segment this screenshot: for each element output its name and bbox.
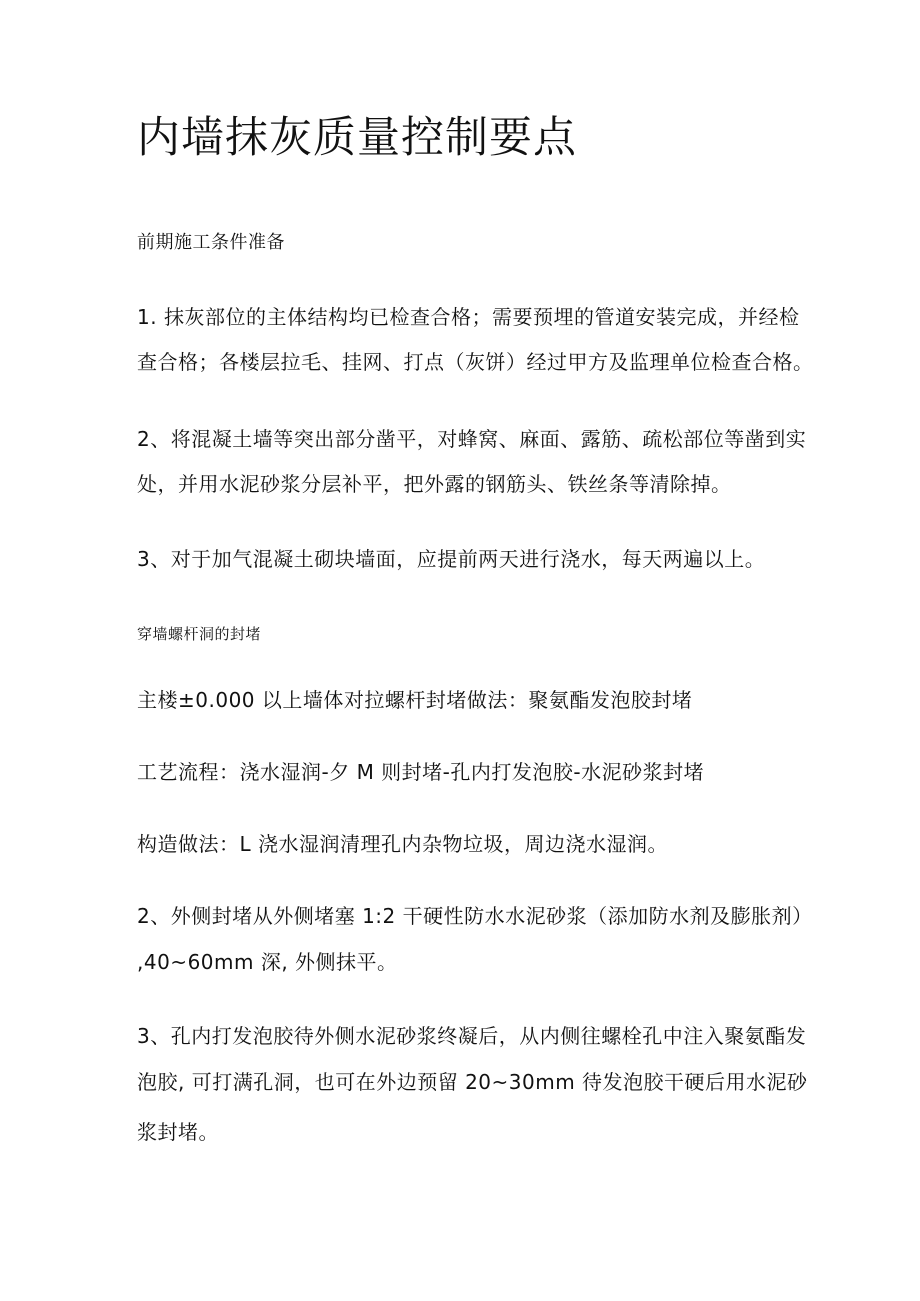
paragraph-process: 工艺流程：浇水湿润-夕 M 则封堵-孔内打发泡胶-水泥砂浆封堵 <box>137 760 705 784</box>
paragraph-construction: 构造做法：L 浇水湿润清理孔内杂物垃圾，周边浇水湿润。 <box>137 832 668 856</box>
paragraph-item1-line2: 查合格；各楼层拉毛、挂网、打点（灰饼）经过甲方及监理单位检查合格。 <box>137 350 814 374</box>
paragraph-item3: 3、对于加气混凝土砌块墙面，应提前两天进行浇水，每天两遍以上。 <box>137 547 766 571</box>
paragraph-item1-line1: 1. 抹灰部位的主体结构均已检查合格；需要预埋的管道安装完成，并经检 <box>137 305 800 329</box>
document-title: 内墙抹灰质量控制要点 <box>137 113 577 163</box>
paragraph-seal-item3-line1: 3、孔内打发泡胶待外侧水泥砂浆终凝后，从内侧往螺栓孔中注入聚氨酯发 <box>137 1024 807 1048</box>
paragraph-seal-item2-line1: 2、外侧封堵从外侧堵塞 1:2 干硬性防水水泥砂浆（添加防水剂及膨胀剂） <box>137 904 813 928</box>
paragraph-seal-item2-line2: ,40~60mm 深, 外侧抹平。 <box>137 950 398 974</box>
section-heading-preparation: 前期施工条件准备 <box>137 232 285 253</box>
paragraph-item2-line1: 2、将混凝土墙等突出部分凿平，对蜂窝、麻面、露筋、疏松部位等凿到实 <box>137 427 807 451</box>
paragraph-method: 主楼±0.000 以上墙体对拉螺杆封堵做法：聚氨酯发泡胶封堵 <box>137 688 693 712</box>
paragraph-item2-line2: 处，并用水泥砂浆分层补平，把外露的钢筋头、铁丝条等清除掉。 <box>137 472 732 496</box>
section-heading-bolt-holes: 穿墙螺杆洞的封堵 <box>137 625 262 643</box>
paragraph-seal-item3-line3: 浆封堵。 <box>137 1120 219 1144</box>
paragraph-seal-item3-line2: 泡胶, 可打满孔洞，也可在外边预留 20~30mm 待发泡胶干硬后用水泥砂 <box>137 1070 808 1094</box>
